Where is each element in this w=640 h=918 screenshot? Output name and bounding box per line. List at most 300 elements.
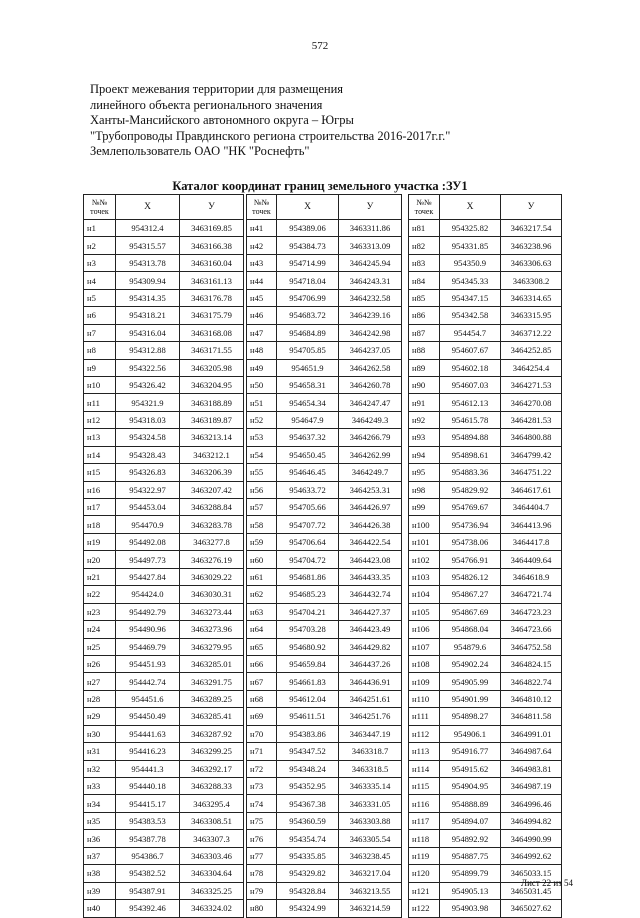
y-cell: 3464245.94	[339, 254, 402, 271]
x-cell: 954314.35	[116, 289, 180, 306]
x-cell: 954915.62	[440, 760, 501, 777]
x-cell: 954705.66	[277, 499, 339, 516]
x-cell: 954706.99	[277, 289, 339, 306]
x-cell: 954769.67	[440, 499, 501, 516]
point-number-cell: н122	[409, 900, 440, 917]
x-header: X	[440, 195, 501, 220]
point-number-cell: н4	[84, 272, 116, 289]
table-row	[409, 690, 562, 707]
table-row	[409, 324, 562, 341]
x-cell: 954451.93	[116, 655, 180, 672]
point-number-cell: н62	[247, 586, 277, 603]
y-cell: 3464409.64	[501, 551, 562, 568]
table-row	[247, 638, 402, 655]
point-number-cell: н102	[409, 551, 440, 568]
y-cell: 3463291.75	[180, 673, 244, 690]
point-number-header-line1: №№	[253, 198, 270, 207]
table-row	[409, 638, 562, 655]
x-cell: 954706.64	[277, 533, 339, 550]
x-cell: 954718.04	[277, 272, 339, 289]
table-row	[409, 760, 562, 777]
x-cell: 954321.9	[116, 394, 180, 411]
x-cell: 954906.1	[440, 725, 501, 742]
table-row	[409, 394, 562, 411]
y-cell: 3463206.39	[180, 464, 244, 481]
table-row	[247, 359, 402, 376]
table-row	[247, 568, 402, 585]
table-row	[409, 464, 562, 481]
point-number-cell: н9	[84, 359, 116, 376]
x-cell: 954424.0	[116, 586, 180, 603]
point-number-cell: н69	[247, 708, 277, 725]
y-cell: 3464987.19	[501, 778, 562, 795]
x-cell: 954492.79	[116, 603, 180, 620]
x-cell: 954345.33	[440, 272, 501, 289]
y-cell: 3463311.86	[339, 220, 402, 237]
x-cell: 954454.7	[440, 324, 501, 341]
point-number-cell: н20	[84, 551, 116, 568]
point-number-cell: н81	[409, 220, 440, 237]
x-header: X	[116, 195, 180, 220]
table-row	[409, 568, 562, 585]
y-cell: 3464990.99	[501, 830, 562, 847]
x-cell: 954318.21	[116, 307, 180, 324]
table-row	[247, 760, 402, 777]
y-cell: 3463213.55	[339, 882, 402, 899]
table-row	[409, 342, 562, 359]
table-row	[84, 655, 244, 672]
table-row	[247, 690, 402, 707]
point-number-cell: н6	[84, 307, 116, 324]
table-row	[247, 254, 402, 271]
point-number-cell: н119	[409, 847, 440, 864]
coordinates-table-1	[83, 194, 244, 918]
point-number-cell: н17	[84, 499, 116, 516]
table-header-row	[84, 195, 244, 220]
x-cell: 954904.95	[440, 778, 501, 795]
point-number-cell: н73	[247, 778, 277, 795]
y-cell: 3464432.74	[339, 586, 402, 603]
y-cell: 3464799.42	[501, 446, 562, 463]
y-cell: 3463308.51	[180, 812, 244, 829]
y-cell: 3463313.09	[339, 237, 402, 254]
point-number-cell: н56	[247, 481, 277, 498]
y-cell: 3463212.1	[180, 446, 244, 463]
y-cell: 3464429.82	[339, 638, 402, 655]
x-cell: 954685.23	[277, 586, 339, 603]
table-row	[247, 464, 402, 481]
header-line: Землепользователь ОАО "НК "Роснефть"	[90, 144, 310, 158]
point-number-cell: н113	[409, 743, 440, 760]
table-title: Каталог координат границ земельного участка :ЗУ1	[172, 179, 468, 193]
table-row	[247, 272, 402, 289]
point-number-cell: н84	[409, 272, 440, 289]
y-cell: 3464994.82	[501, 812, 562, 829]
table-row	[409, 551, 562, 568]
header-line: "Трубопроводы Правдинского региона строительства 2016-2017г.г."	[90, 128, 451, 143]
x-cell: 954427.84	[116, 568, 180, 585]
table-row	[247, 516, 402, 533]
table-row	[247, 376, 402, 393]
table-row	[409, 603, 562, 620]
table-row	[84, 830, 244, 847]
x-cell: 954384.73	[277, 237, 339, 254]
table-row	[409, 812, 562, 829]
y-cell: 3464251.61	[339, 690, 402, 707]
point-number-cell: н10	[84, 376, 116, 393]
point-number-cell: н19	[84, 533, 116, 550]
point-number-cell: н66	[247, 655, 277, 672]
x-cell: 954736.94	[440, 516, 501, 533]
table-row	[409, 411, 562, 428]
x-cell: 954470.9	[116, 516, 180, 533]
table-row	[409, 429, 562, 446]
y-cell: 3464723.23	[501, 603, 562, 620]
x-cell: 954347.52	[277, 743, 339, 760]
x-cell: 954658.31	[277, 376, 339, 393]
x-cell: 954335.85	[277, 847, 339, 864]
point-number-cell: н61	[247, 568, 277, 585]
y-cell: 3464617.61	[501, 481, 562, 498]
x-cell: 954326.42	[116, 376, 180, 393]
point-number-cell: н99	[409, 499, 440, 516]
table-row	[84, 307, 244, 324]
y-cell: 3463307.3	[180, 830, 244, 847]
y-cell: 3463169.85	[180, 220, 244, 237]
table-row	[247, 603, 402, 620]
x-cell: 954347.15	[440, 289, 501, 306]
y-header: У	[501, 195, 562, 220]
x-cell: 954607.03	[440, 376, 501, 393]
table-row	[84, 533, 244, 550]
y-cell: 3463279.95	[180, 638, 244, 655]
point-number-cell: н40	[84, 900, 116, 917]
table-row	[409, 376, 562, 393]
table-row	[409, 446, 562, 463]
point-number-header	[84, 195, 116, 220]
table-row	[84, 342, 244, 359]
x-cell: 954315.57	[116, 237, 180, 254]
table-row	[84, 394, 244, 411]
x-cell: 954905.13	[440, 882, 501, 899]
table-row	[84, 289, 244, 306]
point-number-cell: н79	[247, 882, 277, 899]
table-row	[409, 900, 562, 917]
x-cell: 954704.72	[277, 551, 339, 568]
x-cell: 954867.27	[440, 586, 501, 603]
point-number-cell: н52	[247, 411, 277, 428]
point-number-cell: н51	[247, 394, 277, 411]
x-cell: 954450.49	[116, 708, 180, 725]
point-number-header-line2: точек	[414, 207, 434, 216]
point-number-cell: н53	[247, 429, 277, 446]
y-cell: 3463030.31	[180, 586, 244, 603]
point-number-cell: н121	[409, 882, 440, 899]
x-cell: 954392.46	[116, 900, 180, 917]
x-cell: 954680.92	[277, 638, 339, 655]
table-row	[409, 272, 562, 289]
x-cell: 954441.63	[116, 725, 180, 742]
x-cell: 954683.72	[277, 307, 339, 324]
y-cell: 3463273.96	[180, 621, 244, 638]
x-cell: 954326.83	[116, 464, 180, 481]
x-cell: 954867.69	[440, 603, 501, 620]
x-cell: 954898.61	[440, 446, 501, 463]
y-cell: 3464810.12	[501, 690, 562, 707]
table-row	[409, 289, 562, 306]
table-row	[84, 603, 244, 620]
point-number-cell: н14	[84, 446, 116, 463]
y-cell: 3463324.02	[180, 900, 244, 917]
x-cell: 954309.94	[116, 272, 180, 289]
y-cell: 3464266.79	[339, 429, 402, 446]
x-cell: 954442.74	[116, 673, 180, 690]
y-cell: 3464723.66	[501, 621, 562, 638]
point-number-cell: н93	[409, 429, 440, 446]
table-row	[409, 516, 562, 533]
point-number-cell: н72	[247, 760, 277, 777]
point-number-cell: н43	[247, 254, 277, 271]
point-number-cell: н44	[247, 272, 277, 289]
table-row	[84, 812, 244, 829]
point-number-cell: н95	[409, 464, 440, 481]
y-cell: 3464413.96	[501, 516, 562, 533]
x-cell: 954350.9	[440, 254, 501, 271]
table-row	[84, 638, 244, 655]
x-cell: 954684.89	[277, 324, 339, 341]
x-cell: 954360.59	[277, 812, 339, 829]
y-cell: 3464281.53	[501, 411, 562, 428]
y-cell: 3463204.95	[180, 376, 244, 393]
y-cell: 3463299.25	[180, 743, 244, 760]
table-row	[247, 900, 402, 917]
x-cell: 954316.04	[116, 324, 180, 341]
table-row	[409, 499, 562, 516]
point-number-cell: н11	[84, 394, 116, 411]
point-number-cell: н101	[409, 533, 440, 550]
table-row	[247, 621, 402, 638]
point-number-cell: н86	[409, 307, 440, 324]
table-row	[84, 586, 244, 603]
y-cell: 3463205.98	[180, 359, 244, 376]
point-number-cell: н80	[247, 900, 277, 917]
table-header-row	[247, 195, 402, 220]
y-cell: 3463289.25	[180, 690, 244, 707]
point-number-cell: н46	[247, 307, 277, 324]
y-cell: 3464242.98	[339, 324, 402, 341]
point-number-cell: н110	[409, 690, 440, 707]
table-row	[247, 655, 402, 672]
y-cell: 3464996.46	[501, 795, 562, 812]
y-cell: 3463306.63	[501, 254, 562, 271]
y-cell: 3464800.88	[501, 429, 562, 446]
y-cell: 3464247.47	[339, 394, 402, 411]
table-row	[84, 795, 244, 812]
table-row	[247, 673, 402, 690]
point-number-cell: н116	[409, 795, 440, 812]
y-cell: 3464423.49	[339, 621, 402, 638]
y-cell: 3463285.41	[180, 708, 244, 725]
point-number-cell: н50	[247, 376, 277, 393]
table-row	[247, 586, 402, 603]
table-row	[409, 830, 562, 847]
x-cell: 954415.17	[116, 795, 180, 812]
y-cell: 3464253.31	[339, 481, 402, 498]
table-row	[409, 778, 562, 795]
point-number-cell: н112	[409, 725, 440, 742]
point-number-cell: н58	[247, 516, 277, 533]
table-row	[247, 446, 402, 463]
point-number-cell: н13	[84, 429, 116, 446]
y-cell: 3463331.05	[339, 795, 402, 812]
point-number-header-line1: №№	[91, 198, 108, 207]
table-row	[84, 237, 244, 254]
point-number-cell: н35	[84, 812, 116, 829]
point-number-cell: н104	[409, 586, 440, 603]
x-cell: 954707.72	[277, 516, 339, 533]
table-row	[409, 621, 562, 638]
table-row	[84, 551, 244, 568]
point-number-cell: н55	[247, 464, 277, 481]
table-row	[409, 725, 562, 742]
y-cell: 3463308.2	[501, 272, 562, 289]
point-number-cell: н21	[84, 568, 116, 585]
point-number-header-line2: точек	[252, 207, 271, 216]
point-number-cell: н82	[409, 237, 440, 254]
y-cell: 3464618.9	[501, 568, 562, 585]
point-number-cell: н90	[409, 376, 440, 393]
y-cell: 3464252.85	[501, 342, 562, 359]
point-number-cell: н15	[84, 464, 116, 481]
y-cell: 3464251.76	[339, 708, 402, 725]
header-line: Ханты-Мансийского автономного округа – Югры	[90, 113, 354, 127]
point-number-cell: н22	[84, 586, 116, 603]
x-cell: 954325.82	[440, 220, 501, 237]
y-cell: 3463292.17	[180, 760, 244, 777]
y-header: У	[180, 195, 244, 220]
y-cell: 3464426.38	[339, 516, 402, 533]
x-cell: 954661.83	[277, 673, 339, 690]
y-cell: 3464249.7	[339, 464, 402, 481]
table-row	[84, 568, 244, 585]
table-row	[84, 690, 244, 707]
x-header: X	[277, 195, 339, 220]
point-number-cell: н67	[247, 673, 277, 690]
point-number-cell: н38	[84, 865, 116, 882]
y-cell: 3463315.95	[501, 307, 562, 324]
x-cell: 954887.75	[440, 847, 501, 864]
point-number-cell: н100	[409, 516, 440, 533]
table-row	[409, 481, 562, 498]
x-cell: 954615.78	[440, 411, 501, 428]
point-number-cell: н16	[84, 481, 116, 498]
x-cell: 954705.85	[277, 342, 339, 359]
point-number-cell: н3	[84, 254, 116, 271]
y-cell: 3464992.62	[501, 847, 562, 864]
x-cell: 954322.56	[116, 359, 180, 376]
table-row	[84, 882, 244, 899]
x-cell: 954318.03	[116, 411, 180, 428]
y-cell: 3464427.37	[339, 603, 402, 620]
table-row	[247, 533, 402, 550]
y-cell: 3463238.45	[339, 847, 402, 864]
point-number-cell: н18	[84, 516, 116, 533]
x-cell: 954654.34	[277, 394, 339, 411]
y-cell: 3465027.62	[501, 900, 562, 917]
table-row	[409, 359, 562, 376]
table-row	[84, 254, 244, 271]
point-number-cell: н68	[247, 690, 277, 707]
x-cell: 954469.79	[116, 638, 180, 655]
x-cell: 954328.43	[116, 446, 180, 463]
y-cell: 3463303.88	[339, 812, 402, 829]
header-line: линейного объекта регионального значения	[90, 97, 323, 112]
x-cell: 954416.23	[116, 743, 180, 760]
x-cell: 954322.97	[116, 481, 180, 498]
point-number-cell: н47	[247, 324, 277, 341]
point-number-cell: н71	[247, 743, 277, 760]
table-row	[84, 272, 244, 289]
x-cell: 954342.58	[440, 307, 501, 324]
x-cell: 954453.04	[116, 499, 180, 516]
table-row	[84, 760, 244, 777]
table-row	[247, 289, 402, 306]
y-cell: 3464721.74	[501, 586, 562, 603]
y-cell: 3463288.84	[180, 499, 244, 516]
table-row	[409, 847, 562, 864]
point-number-cell: н24	[84, 621, 116, 638]
x-cell: 954441.3	[116, 760, 180, 777]
x-cell: 954903.98	[440, 900, 501, 917]
point-number-cell: н32	[84, 760, 116, 777]
x-cell: 954383.86	[277, 725, 339, 742]
x-cell: 954905.99	[440, 673, 501, 690]
x-cell: 954389.06	[277, 220, 339, 237]
y-cell: 3464983.81	[501, 760, 562, 777]
point-number-cell: н98	[409, 481, 440, 498]
y-cell: 3464822.74	[501, 673, 562, 690]
x-cell: 954312.4	[116, 220, 180, 237]
y-cell: 3464751.22	[501, 464, 562, 481]
x-cell: 954646.45	[277, 464, 339, 481]
table-row	[409, 673, 562, 690]
y-cell: 3464423.08	[339, 551, 402, 568]
x-cell: 954650.45	[277, 446, 339, 463]
x-cell: 954313.78	[116, 254, 180, 271]
y-cell: 3464426.97	[339, 499, 402, 516]
x-cell: 954492.08	[116, 533, 180, 550]
y-cell: 3464262.99	[339, 446, 402, 463]
y-cell: 3463285.01	[180, 655, 244, 672]
table-row	[84, 220, 244, 237]
y-cell: 3464404.7	[501, 499, 562, 516]
table-row	[84, 847, 244, 864]
point-number-cell: н106	[409, 621, 440, 638]
y-cell: 3463712.22	[501, 324, 562, 341]
x-cell: 954892.92	[440, 830, 501, 847]
table-row	[247, 342, 402, 359]
y-cell: 3464433.35	[339, 568, 402, 585]
point-number-cell: н103	[409, 568, 440, 585]
sheet-footer: Лист 22 из 54	[521, 878, 573, 888]
point-number-cell: н41	[247, 220, 277, 237]
point-number-cell: н70	[247, 725, 277, 742]
point-number-cell: н59	[247, 533, 277, 550]
y-cell: 3465031.45	[501, 882, 562, 899]
x-cell: 954612.04	[277, 690, 339, 707]
table-row	[84, 359, 244, 376]
table-row	[247, 220, 402, 237]
